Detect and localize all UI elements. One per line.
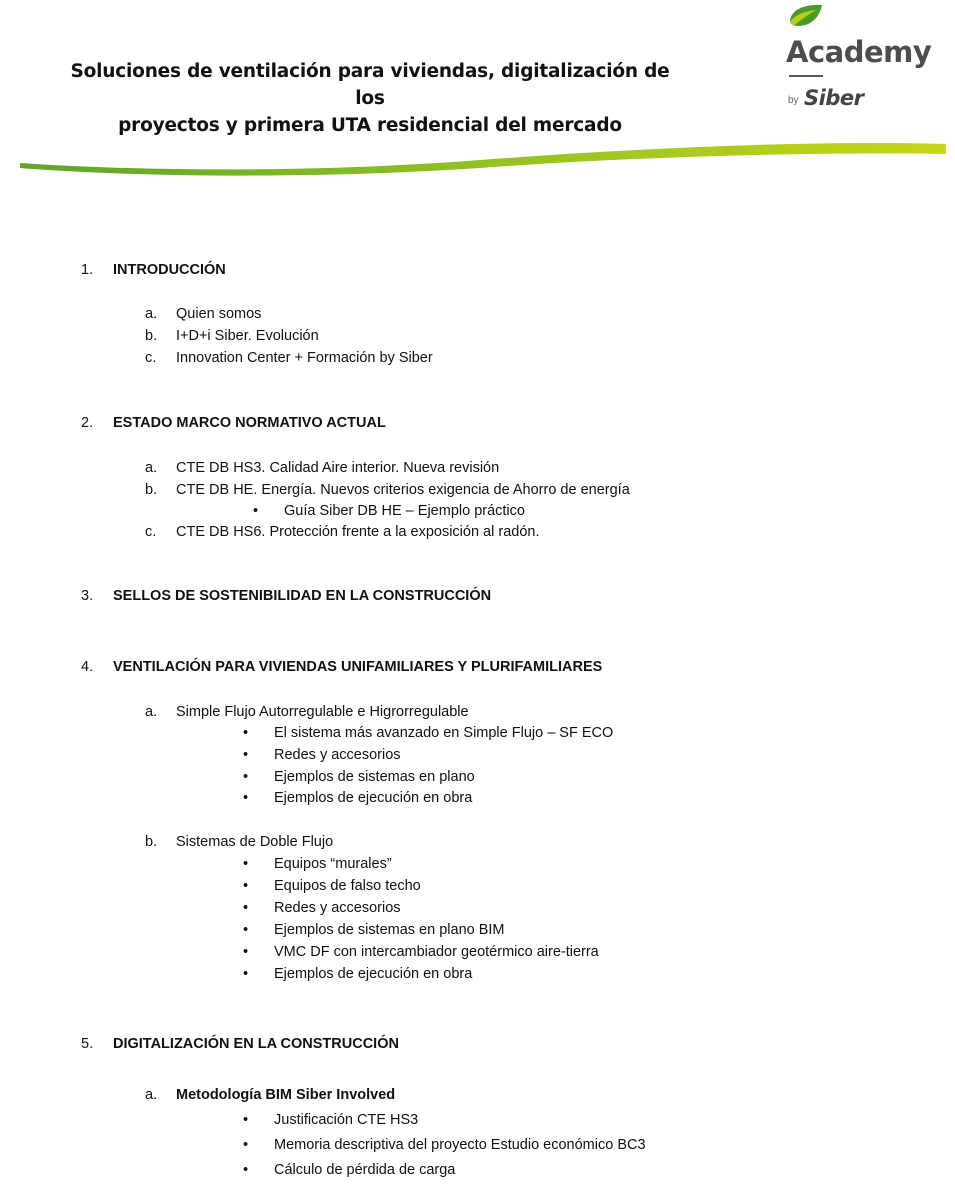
item-letter: c. xyxy=(145,524,157,540)
item-text: CTE DB HS6. Protección frente a la exposición al radón. xyxy=(176,524,540,540)
bullet-icon: • xyxy=(243,944,249,960)
section-number: 5. xyxy=(81,1036,94,1052)
title-line-1: Soluciones de ventilación para viviendas, digitalización de los xyxy=(70,61,670,109)
item-text: CTE DB HS3. Calidad Aire interior. Nueva revisión xyxy=(176,460,500,476)
bullet-text: Ejemplos de sistemas en plano BIM xyxy=(274,922,505,938)
logo-by-text: by xyxy=(788,95,799,106)
section-title: DIGITALIZACIÓN EN LA CONSTRUCCIÓN xyxy=(113,1036,399,1052)
logo-brand: Siber xyxy=(804,86,864,110)
bullet-text: Redes y accesorios xyxy=(274,747,401,763)
bullet-icon: • xyxy=(243,878,249,894)
bullet-icon: • xyxy=(243,966,249,982)
section-number: 3. xyxy=(81,588,94,604)
section-title: INTRODUCCIÓN xyxy=(113,262,226,278)
bullet-icon: • xyxy=(243,900,249,916)
bullet-text: Justificación CTE HS3 xyxy=(274,1112,419,1128)
bullet-text: Ejemplos de sistemas en plano xyxy=(274,769,475,785)
bullet-text: Redes y accesorios xyxy=(274,900,401,916)
bullet-icon: • xyxy=(243,1137,249,1153)
item-letter: b. xyxy=(145,482,158,498)
bullet-text: Ejemplos de ejecución en obra xyxy=(274,790,473,806)
item-text: Simple Flujo Autorregulable e Higrorregulable xyxy=(176,704,469,720)
item-text: CTE DB HE. Energía. Nuevos criterios exigencia de Ahorro de energía xyxy=(176,482,630,498)
bullet-icon: • xyxy=(243,1162,249,1178)
leaf-icon xyxy=(786,2,826,34)
document-title xyxy=(60,58,680,139)
item-letter: a. xyxy=(145,704,158,720)
bullet-icon: • xyxy=(243,725,249,741)
academy-logo xyxy=(786,2,936,112)
bullet-text: El sistema más avanzado en Simple Flujo – SF ECO xyxy=(274,725,614,741)
item-letter: a. xyxy=(145,306,158,322)
bullet-text: Memoria descriptiva del proyecto Estudio económico BC3 xyxy=(274,1137,646,1153)
logo-divider xyxy=(789,75,823,77)
bullet-icon: • xyxy=(243,1112,249,1128)
bullet-icon: • xyxy=(243,922,249,938)
item-letter: b. xyxy=(145,834,158,850)
item-text: Metodología BIM Siber Involved xyxy=(176,1087,396,1103)
bullet-icon: • xyxy=(253,503,259,519)
bullet-icon: • xyxy=(243,769,249,785)
section-title: SELLOS DE SOSTENIBILIDAD EN LA CONSTRUCCIÓN xyxy=(113,588,492,604)
section-number: 1. xyxy=(81,262,94,278)
item-text: Sistemas de Doble Flujo xyxy=(176,834,334,850)
section-title: VENTILACIÓN PARA VIVIENDAS UNIFAMILIARES Y PLURIFAMILIARES xyxy=(113,659,603,675)
item-letter: c. xyxy=(145,350,157,366)
bullet-text: VMC DF con intercambiador geotérmico aire-tierra xyxy=(274,944,599,960)
item-letter: a. xyxy=(145,1087,158,1103)
section-title: ESTADO MARCO NORMATIVO ACTUAL xyxy=(113,415,386,431)
bullet-text: Equipos de falso techo xyxy=(274,878,421,894)
bullet-icon: • xyxy=(243,790,249,806)
item-text: Quien somos xyxy=(176,306,262,322)
section-number: 2. xyxy=(81,415,94,431)
bullet-text: Ejemplos de ejecución en obra xyxy=(274,966,473,982)
section-number: 4. xyxy=(81,659,94,675)
bullet-icon: • xyxy=(243,747,249,763)
item-text: Innovation Center + Formación by Siber xyxy=(176,350,433,366)
header-swoosh xyxy=(0,130,955,185)
logo-wordmark: Academy xyxy=(786,35,932,69)
bullet-text: Cálculo de pérdida de carga xyxy=(274,1162,456,1178)
bullet-icon: • xyxy=(243,856,249,872)
item-letter: a. xyxy=(145,460,158,476)
bullet-text: Equipos “murales” xyxy=(274,856,392,872)
item-letter: b. xyxy=(145,328,158,344)
bullet-text: Guía Siber DB HE – Ejemplo práctico xyxy=(284,503,525,519)
title-line-2: proyectos y primera UTA residencial del mercado xyxy=(118,115,622,136)
item-text: I+D+i Siber. Evolución xyxy=(176,328,319,344)
